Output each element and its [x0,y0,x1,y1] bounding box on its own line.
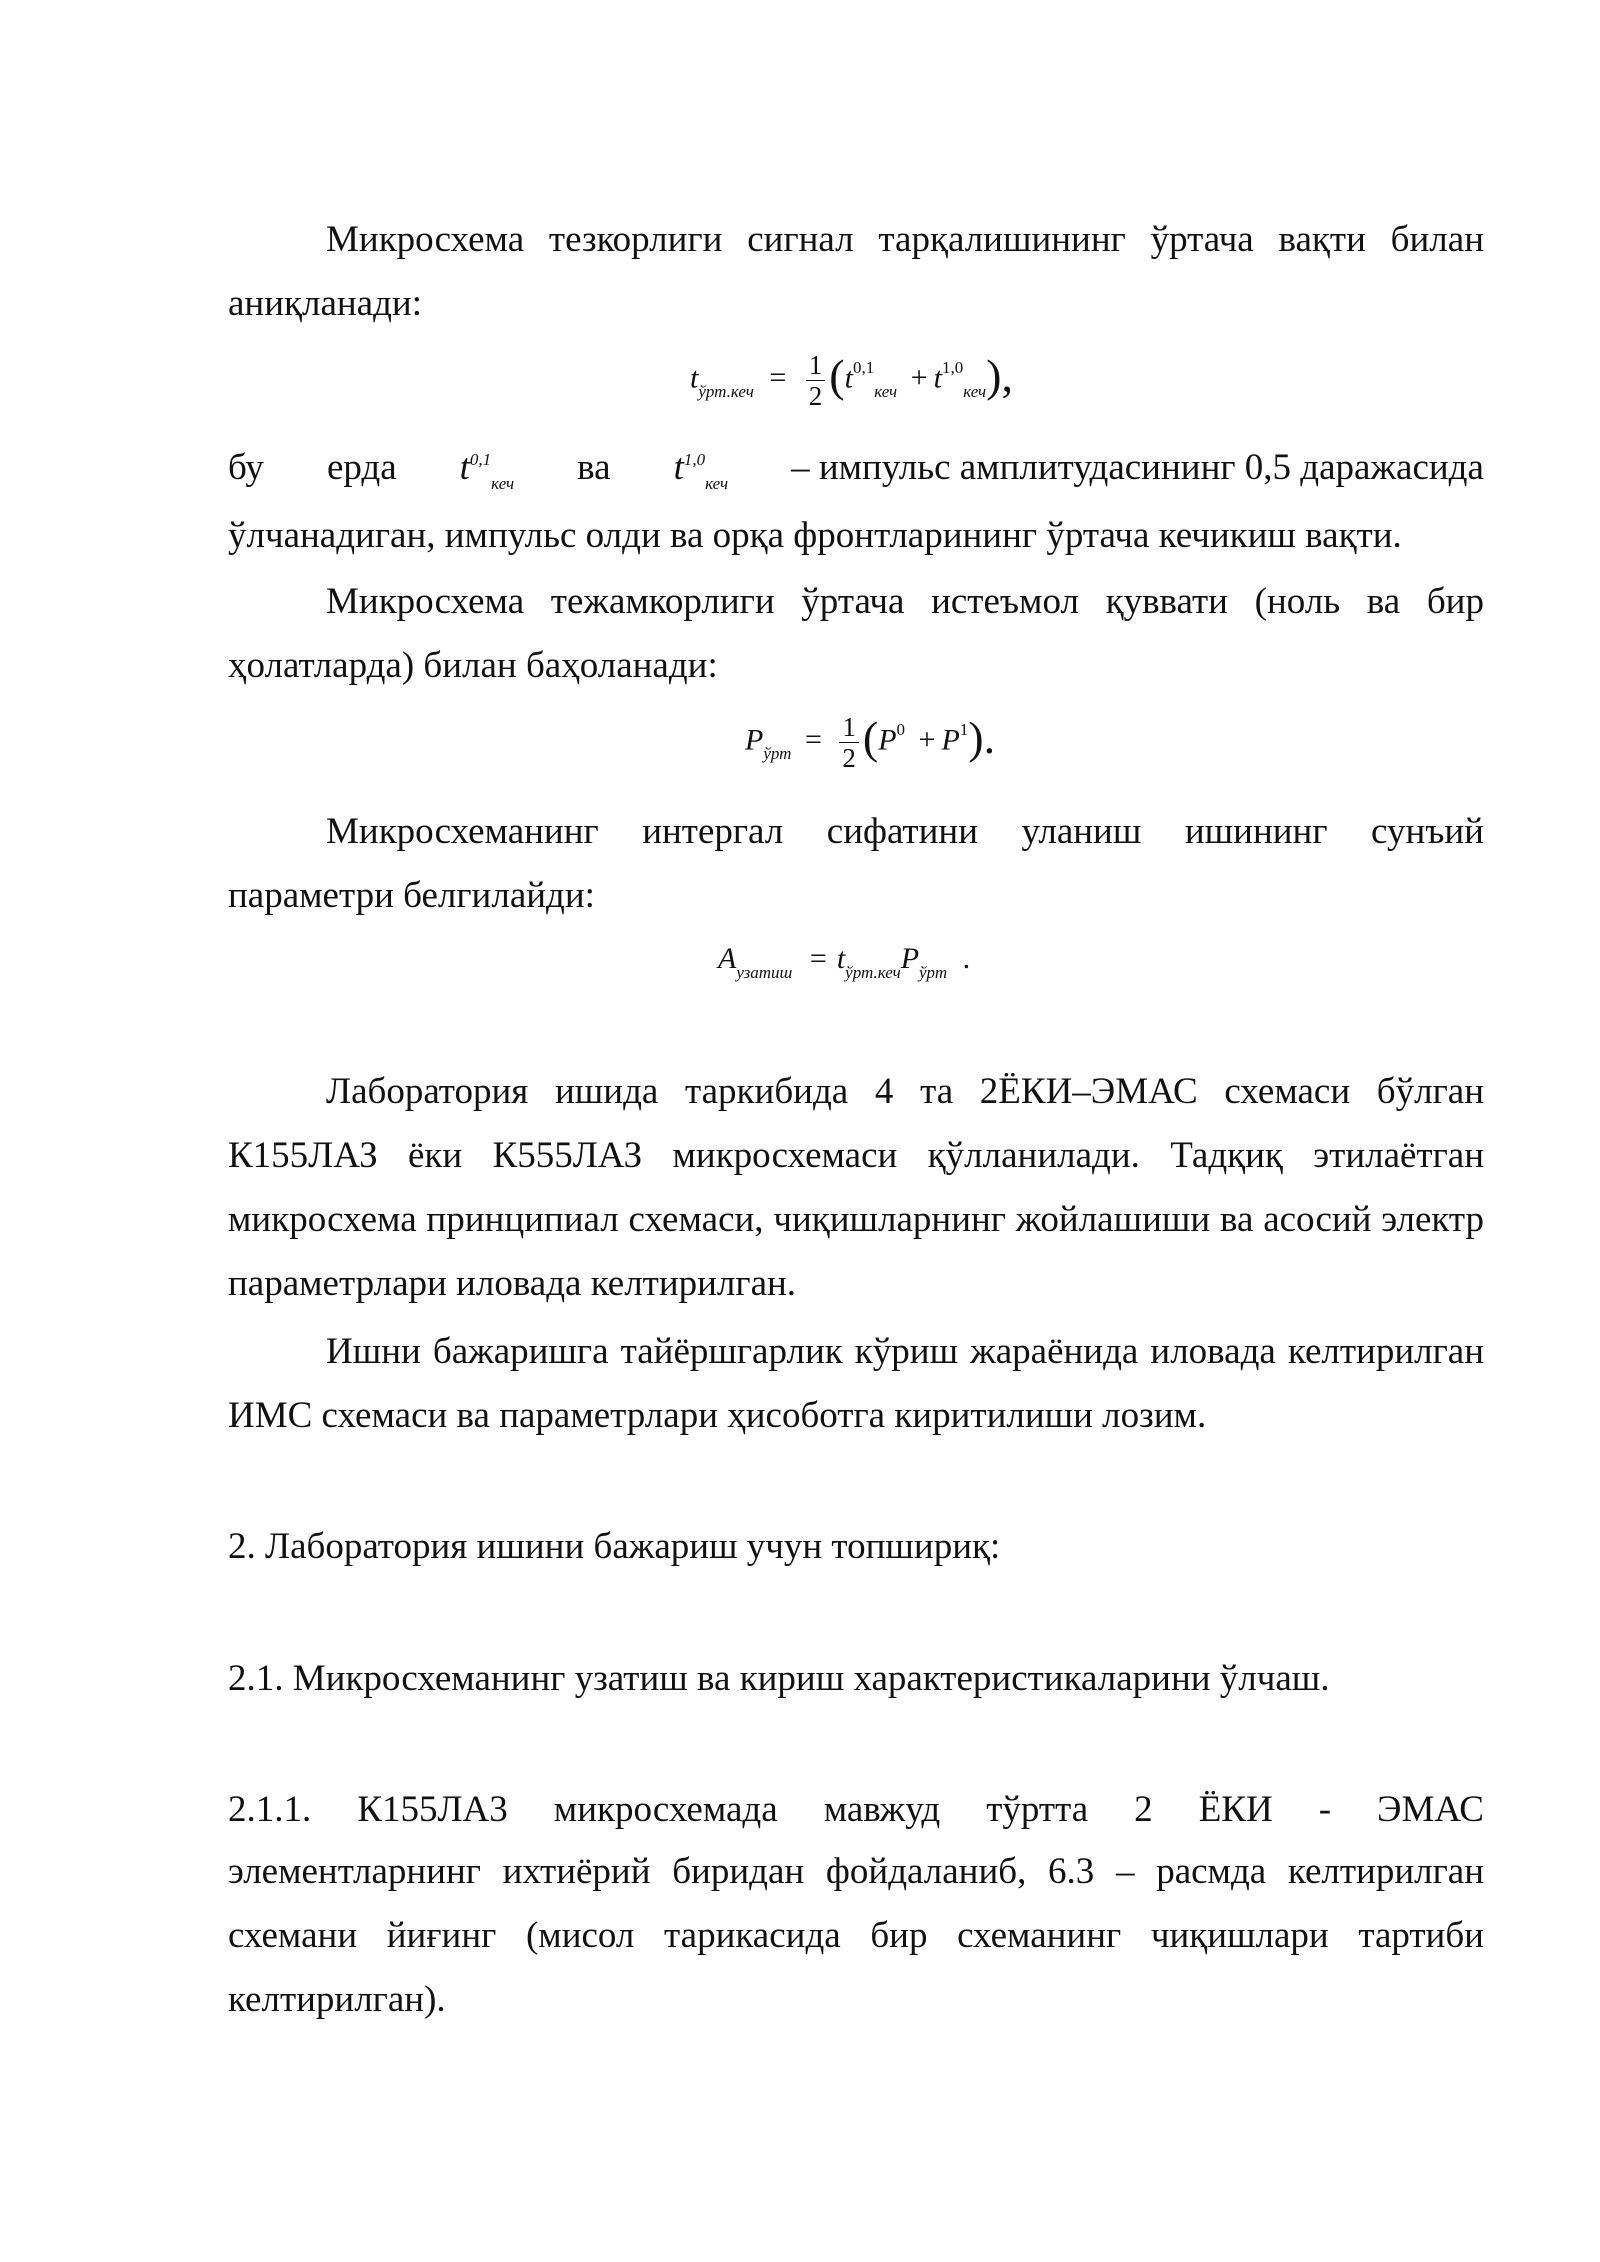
formula2-numerator: 1 [839,712,859,743]
formula2-sup0: 0 [896,720,906,740]
formula1-close-paren: ), [986,350,1013,402]
formula-quality-product [718,942,971,982]
heading-task: 2. Лаборатория ишини бажариш учун топшириқ: [228,1526,1001,1567]
formula1-sup1: 0,1 [852,358,875,378]
formula1-sup2: 1,0 [941,358,964,378]
formula2-p0: P [878,723,897,757]
paragraph-where-line2: ўлчанадиган, импульс олди ва орқа фронтларининг ўртача кечикиш вақти. [228,515,1402,556]
formula1-open-paren: ( [829,350,845,402]
paragraph-preparation: Ишни бажаришга тайёршгарлик кўриш жараёнида иловада келтирилган ИМС схемаси ва параметрлари ҳисоботга киритилиши лозим. [228,1331,1484,1436]
formula1-t1: t [844,361,853,395]
word-bu: бу [228,447,264,488]
formula1-denominator: 2 [808,381,823,411]
word-microscheme: микросхемада [553,1789,778,1830]
paragraph-speed-definition: Микросхема тезкорлиги сигнал тарқалишининг ўртача вақти билан аниқланади: [228,219,1484,324]
formula2-lhs: P [745,723,764,757]
word-erda: ерда [326,447,397,488]
formula1-lhs-sub: ўрт.кеч [698,382,754,402]
word-four: тўртта [986,1789,1089,1830]
paragraph-power-definition: Микросхема тежамкорлиги ўртача истеъмол қуввати (ноль ва бир ҳолатларда) билан баҳоланади: [228,581,1484,686]
formula1-sub1: кеч [874,382,898,402]
formula1-numerator: 1 [806,350,826,381]
formula3-p-sub: ўрт [919,963,948,982]
word-or: ЁКИ [1198,1789,1273,1830]
word-two: 2 [1134,1789,1153,1830]
paragraph-lab-description: Лаборатория ишида таркибида 4 та 2ЁКИ–ЭМАС схемаси бўлган К155ЛАЗ ёки К555ЛАЗ микросхемаси қўлланилади. Тадқиқ этилаётган микросхема принципиал схемаси, чиқишларнинг жойлашиши ва асосий электр параметрлари иловада келтирилган. [228,1071,1484,1304]
formula3-p: P [900,942,920,975]
formula3-equals: = [809,942,827,975]
formula3-lhs: A [718,942,737,975]
symbol-t01-kech: $t^{0,1}_{кеч}$ [459,447,515,493]
formula1-fraction [806,350,826,411]
formula2-denominator: 2 [842,743,856,773]
formula-propagation-delay [690,350,1013,411]
formula3-t: t [836,942,846,975]
formula2-open-paren: ( [862,712,879,764]
word-va: ва [577,447,611,488]
formula3-lhs-sub: узатиш [736,963,793,982]
paragraph-2-1-1-rest: элементларнинг ихтиёрий биридан фойдаланиб, 6.3 – расмда келтирилган схемани йиғинг (мисол тарикасида бир схеманинг чиқишлари тартиби келтирилган). [228,1851,1484,2020]
paragraph-quality-definition: Микросхеманинг интергал сифатини уланиш ишининг сунъий параметри белгилайди: [228,811,1484,916]
formula1-t2: t [933,361,942,395]
formula1-lhs: t [690,361,699,395]
formula1-equals: = [769,361,787,395]
item-number: 2.1.1. [228,1789,312,1830]
word-chip: К155ЛА3 [357,1789,508,1830]
word-dash: - [1318,1789,1332,1830]
formula2-fraction [839,712,859,773]
paragraph-2-1-1-line1 [228,1790,1484,1830]
formula2-equals: = [804,723,822,757]
word-not: ЭМАС [1377,1789,1484,1830]
heading-task-2-1: 2.1. Микросхеманинг узатиш ва кириш характеристикаларини ўлчаш. [228,1658,1330,1699]
formula2-lhs-sub: ўрт [763,744,792,764]
paragraph-where-line1 [228,448,1484,494]
formula2-plus: + [918,723,936,757]
word-available: мавжуд [823,1789,941,1830]
formula1-sub2: кеч [963,382,987,402]
formula-average-power [745,712,995,773]
symbol-t10-kech: $t^{1,0}_{кеч}$ [673,447,729,493]
where-line1-ending: – импульс амплитудасининг 0,5 даражасида [791,447,1484,488]
formula2-close-paren: ). [968,712,996,764]
formula2-p1: P [941,723,960,757]
formula1-plus: + [910,361,928,395]
formula3-end: . [962,942,971,975]
formula2-sup1: 1 [959,720,969,740]
formula3-t-sub: ўрт.кеч [845,963,901,982]
